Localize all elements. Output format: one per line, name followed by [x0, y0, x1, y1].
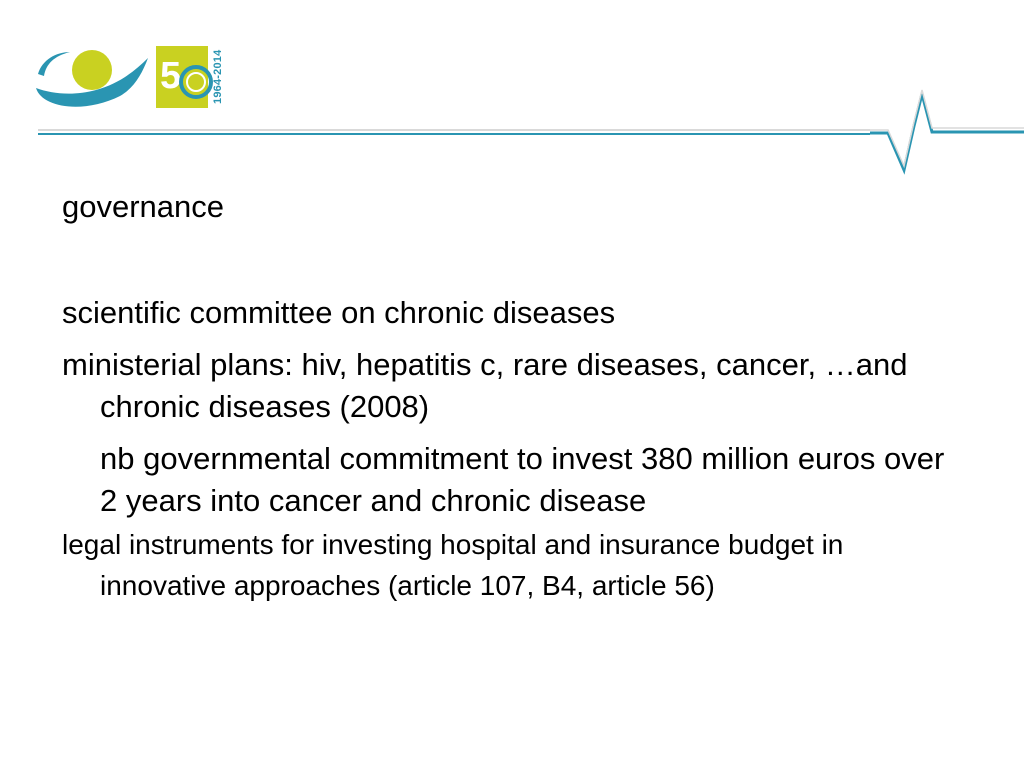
sub-bullet-item: nb governmental commitment to invest 380 million euros over 2 years into cancer and chronic disease	[100, 441, 945, 518]
slide-body	[62, 186, 962, 606]
anniversary-years-label: 1964-2014	[212, 49, 224, 104]
slide-header	[0, 0, 1024, 180]
bullet-item: ministerial plans: hiv, hepatitis c, rare diseases, cancer, …and chronic diseases (2008)	[62, 347, 908, 424]
slide-heading: governance	[62, 189, 225, 224]
bullet-item: legal instruments for investing hospital and insurance budget in innovative approaches (article 107, B4, article 56)	[62, 529, 844, 601]
svg-text:5: 5	[160, 55, 182, 97]
bullet-item: scientific committee on chronic diseases	[62, 295, 616, 330]
spacer	[62, 228, 962, 270]
heartbeat-divider-icon	[0, 86, 1024, 178]
